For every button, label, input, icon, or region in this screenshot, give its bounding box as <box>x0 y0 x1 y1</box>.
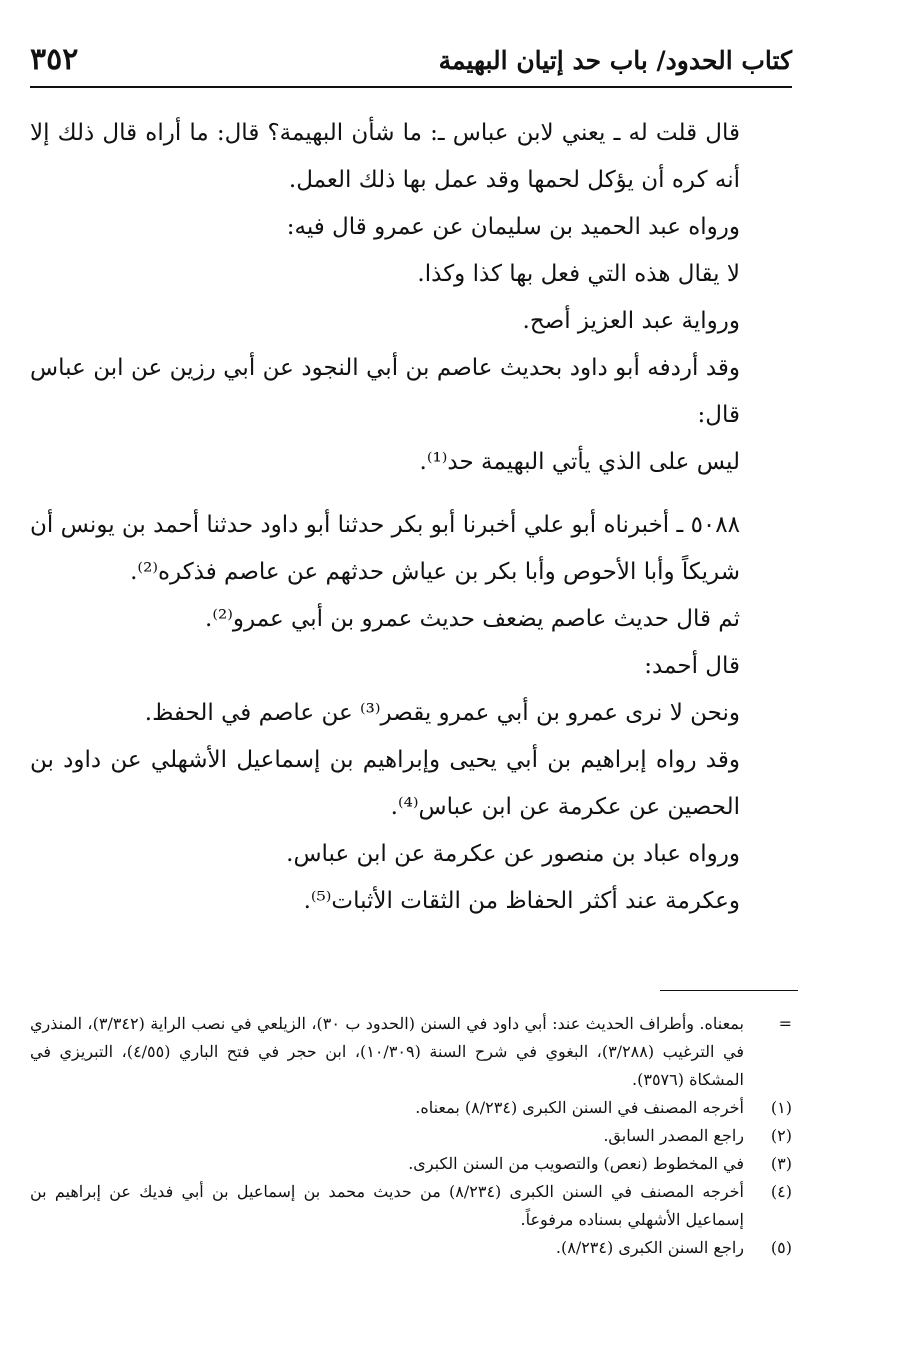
footnote-mark: (٢) <box>770 1126 792 1145</box>
paragraph: قال قلت له ـ يعني لابن عباس ـ: ما شأن البهيمة؟ قال: ما أراه قال ذلك إلا أنه كره أن يؤكل لحمها وقد عمل بها ذلك العمل. <box>30 120 740 193</box>
footnote <box>30 1010 792 1094</box>
footnote <box>30 1122 792 1150</box>
footnotes <box>30 1010 792 1262</box>
hadith-entry: ٥٠٨٨ ـ أخبرناه أبو علي أخبرنا أبو بكر حدثنا أبو داود حدثنا أحمد بن يونس أن شريكاً وأبا الأحوص وأبا بكر بن عياش حدثهم عن عاصم فذكره⁽²⁾. <box>30 512 740 585</box>
footnote-mark: (٤) <box>770 1182 792 1201</box>
footnote-text: راجع المصدر السابق. <box>603 1126 744 1145</box>
footnote-text: بمعناه. وأطراف الحديث عند: أبي داود في السنن (الحدود ب ٣٠)، الزيلعي في نصب الراية (٣/٣٤٢)، المنذري في الترغيب (٣/٢٨٨)، البغوي في شرح السنة (١٠/٣٠٩)، ابن حجر في فتح الباري (٤/٥٥)، التبريزي في المشكاة (٣٥٧٦). <box>30 1014 745 1089</box>
paragraph: ورواية عبد العزيز أصح. <box>522 308 740 334</box>
paragraph: وعكرمة عند أكثر الحفاظ من الثقات الأثبات⁽⁵⁾. <box>303 888 740 914</box>
footnote <box>30 1094 792 1122</box>
paragraph: ليس على الذي يأتي البهيمة حد⁽¹⁾. <box>419 449 740 475</box>
footnote-text: راجع السنن الكبرى (٨/٢٣٤). <box>555 1238 744 1257</box>
page-header <box>30 40 792 88</box>
paragraph: ورواه عباد بن منصور عن عكرمة عن ابن عباس. <box>286 841 740 867</box>
footnote <box>30 1178 792 1234</box>
paragraph: ورواه عبد الحميد بن سليمان عن عمرو قال فيه: <box>286 214 740 240</box>
footnote-separator <box>660 990 798 991</box>
paragraph: لا يقال هذه التي فعل بها كذا وكذا. <box>417 261 740 287</box>
footnote-mark: = <box>778 1014 792 1033</box>
footnote-mark: (١) <box>770 1098 792 1117</box>
paragraph: وقد أردفه أبو داود بحديث عاصم بن أبي النجود عن أبي رزين عن ابن عباس قال: <box>30 355 740 428</box>
footnote-text: في المخطوط (نعص) والتصويب من السنن الكبرى. <box>408 1154 744 1173</box>
main-text <box>30 110 792 925</box>
page-number: ٣٥٢ <box>30 42 79 77</box>
footnote-mark: (٣) <box>770 1154 792 1173</box>
paragraph: قال أحمد: <box>644 653 740 679</box>
footnote-text: أخرجه المصنف في السنن الكبرى (٨/٢٣٤) بمعناه. <box>415 1098 744 1117</box>
paragraph: ثم قال حديث عاصم يضعف حديث عمرو بن أبي عمرو⁽²⁾. <box>205 606 740 632</box>
running-title: كتاب الحدود/ باب حد إتيان البهيمة <box>438 46 792 75</box>
footnote <box>30 1234 792 1262</box>
footnote-mark: (٥) <box>770 1238 792 1257</box>
paragraph: وقد رواه إبراهيم بن أبي يحيى وإبراهيم بن إسماعيل الأشهلي عن داود بن الحصين عن عكرمة عن ابن عباس⁽⁴⁾. <box>30 747 740 820</box>
footnote-text: أخرجه المصنف في السنن الكبرى (٨/٢٣٤) من حديث محمد بن إسماعيل بن أبي فديك عن إبراهيم بن إسماعيل الأشهلي بسناده مرفوعاً. <box>30 1182 744 1229</box>
paragraph: ونحن لا نرى عمرو بن أبي عمرو يقصر⁽³⁾ عن عاصم في الحفظ. <box>144 700 740 726</box>
footnote <box>30 1150 792 1178</box>
